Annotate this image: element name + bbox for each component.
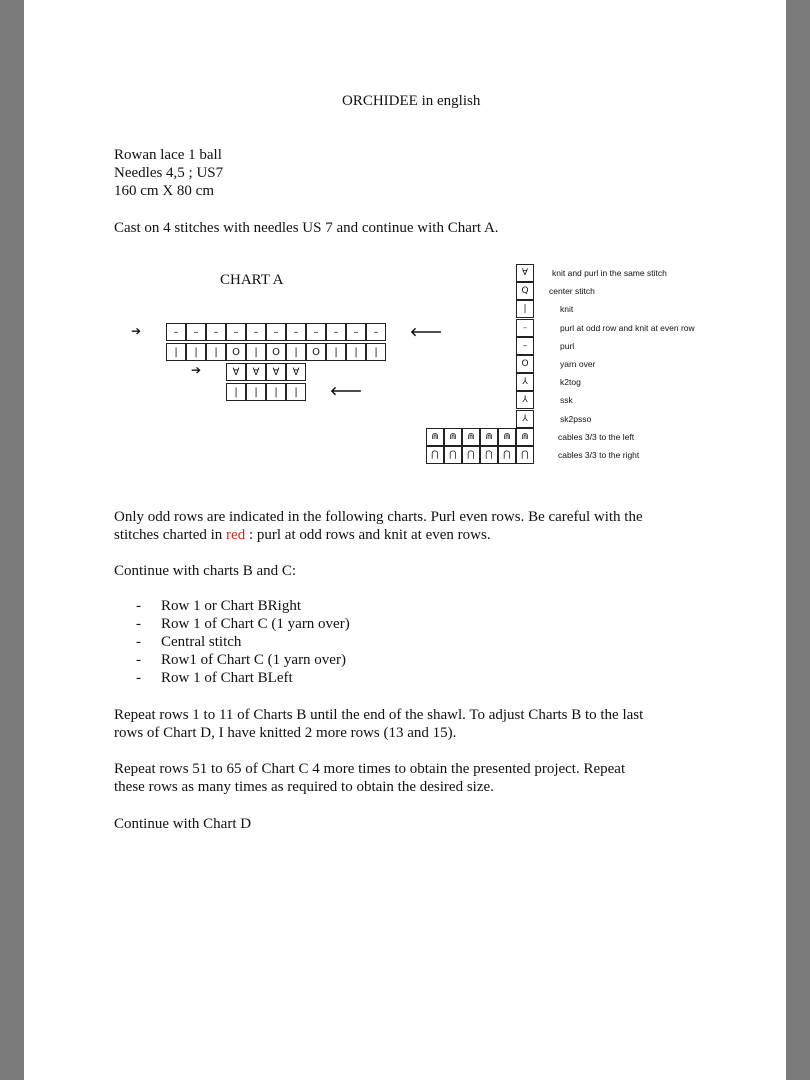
chart-a-cell: |: [286, 383, 306, 401]
legend-cable-cell: ⋂: [426, 446, 444, 464]
chart-a-cell: –: [366, 323, 386, 341]
chart-a-cell: |: [286, 343, 306, 361]
legend-symbol-cell: ⅄: [516, 410, 534, 428]
legend-label: purl: [560, 340, 575, 351]
material-size: 160 cm X 80 cm: [114, 183, 214, 199]
legend-label: sk2psso: [560, 413, 592, 424]
chart-a-cell: |: [266, 383, 286, 401]
legend-symbol-cell: ∀: [516, 264, 534, 282]
legend-cable-cell: ⋒: [498, 428, 516, 446]
chart-a-cell: |: [246, 343, 266, 361]
chart-a-cell: O: [266, 343, 286, 361]
legend-cable-cell: ⋂: [444, 446, 462, 464]
legend-label: purl at odd row and knit at even row: [560, 322, 695, 333]
legend-label: cables 3/3 to the left: [558, 431, 635, 442]
arrow-right-icon: ➔: [131, 324, 142, 338]
material-yarn: Rowan lace 1 ball: [114, 147, 222, 163]
document-page: [24, 0, 786, 1080]
chart-a-cell: –: [186, 323, 206, 341]
legend-label: ssk: [560, 395, 573, 406]
legend-label: knit: [560, 304, 574, 315]
chart-a-cell: |: [166, 343, 186, 361]
legend-symbol-cell: O: [516, 355, 534, 373]
chart-a-cell: |: [246, 383, 266, 401]
legend-cable-cell: ⋒: [426, 428, 444, 446]
repeat-b-line1: Repeat rows 1 to 11 of Charts B until the end of the shawl. To adjust Charts B to the last: [114, 707, 644, 723]
chart-a-cell: O: [226, 343, 246, 361]
legend-label: center stitch: [549, 286, 595, 297]
list-item: - Row 1 or Chart BRight: [136, 598, 302, 614]
legend-label: knit and purl in the same stitch: [552, 268, 667, 278]
legend-cable-cell: ⋂: [498, 446, 516, 464]
legend-label: k2tog: [560, 377, 581, 388]
continue-charts-bc: Continue with charts B and C:: [114, 563, 297, 579]
chart-a-cell: ∀: [246, 363, 266, 381]
red-word: red: [226, 527, 246, 543]
chart-a-cell: –: [206, 323, 226, 341]
chart-a-cell: –: [326, 323, 346, 341]
legend-label: yarn over: [560, 359, 596, 369]
chart-a-cell: |: [206, 343, 226, 361]
list-item: - Row 1 of Chart BLeft: [136, 670, 293, 686]
legend-cable-cell: ⋒: [516, 428, 534, 446]
legend-symbol-cell: ⅄: [516, 373, 534, 391]
list-item: - Row 1 of Chart C (1 yarn over): [136, 616, 350, 632]
continue-chart-d: Continue with Chart D: [114, 816, 252, 832]
legend-cable-cell: ⋂: [480, 446, 498, 464]
legend-symbol-cell: ⅄: [516, 391, 534, 409]
legend-symbol-cell: –: [516, 319, 534, 337]
chart-a-cell: |: [366, 343, 386, 361]
legend-symbol-cell: Q: [516, 282, 534, 300]
chart-a-cell: |: [226, 383, 246, 401]
chart-a-cell: –: [306, 323, 326, 341]
legend-cable-cell: ⋂: [516, 446, 534, 464]
list-item: - Central stitch: [136, 634, 242, 650]
arrow-right-icon: ➔: [191, 363, 202, 377]
arrow-left-icon: 🡐: [330, 384, 363, 398]
chart-a-cell: |: [326, 343, 346, 361]
legend-cable-cell: ⋒: [462, 428, 480, 446]
chart-a-title: CHART A: [220, 272, 284, 288]
list-item: - Row1 of Chart C (1 yarn over): [136, 652, 346, 668]
repeat-b-line2: rows of Chart D, I have knitted 2 more rows (13 and 15).: [114, 725, 457, 741]
repeat-c-line2: these rows as many times as required to obtain the desired size.: [114, 779, 494, 795]
chart-a-cell: O: [306, 343, 326, 361]
legend-symbol-cell: |: [516, 300, 534, 318]
cast-on-instruction: Cast on 4 stitches with needles US 7 and continue with Chart A.: [114, 220, 499, 236]
odd-rows-note-line2: stitches charted in red : purl at odd rows and knit at even rows.: [114, 527, 491, 543]
legend-symbol-cell: –: [516, 337, 534, 355]
document-title: ORCHIDEE in english: [342, 93, 481, 109]
repeat-c-line1: Repeat rows 51 to 65 of Chart C 4 more times to obtain the presented project. Repeat: [114, 761, 626, 777]
legend-cable-cell: ⋒: [480, 428, 498, 446]
chart-a-cell: –: [266, 323, 286, 341]
chart-a-cell: –: [346, 323, 366, 341]
legend-label: cables 3/3 to the right: [558, 450, 640, 460]
odd-rows-note-line1: Only odd rows are indicated in the following charts. Purl even rows. Be careful with the: [114, 509, 643, 525]
chart-a-cell: ∀: [266, 363, 286, 381]
arrow-left-icon: 🡐: [410, 325, 443, 339]
chart-a-cell: |: [346, 343, 366, 361]
chart-a-cell: –: [286, 323, 306, 341]
chart-a-cell: –: [166, 323, 186, 341]
legend-cable-cell: ⋒: [444, 428, 462, 446]
chart-a-cell: –: [246, 323, 266, 341]
chart-a-cell: |: [186, 343, 206, 361]
legend-cable-cell: ⋂: [462, 446, 480, 464]
steps-list: [114, 597, 350, 687]
chart-a-cell: –: [226, 323, 246, 341]
chart-a-cell: ∀: [226, 363, 246, 381]
material-needles: Needles 4,5 ; US7: [114, 165, 224, 181]
chart-a-cell: ∀: [286, 363, 306, 381]
